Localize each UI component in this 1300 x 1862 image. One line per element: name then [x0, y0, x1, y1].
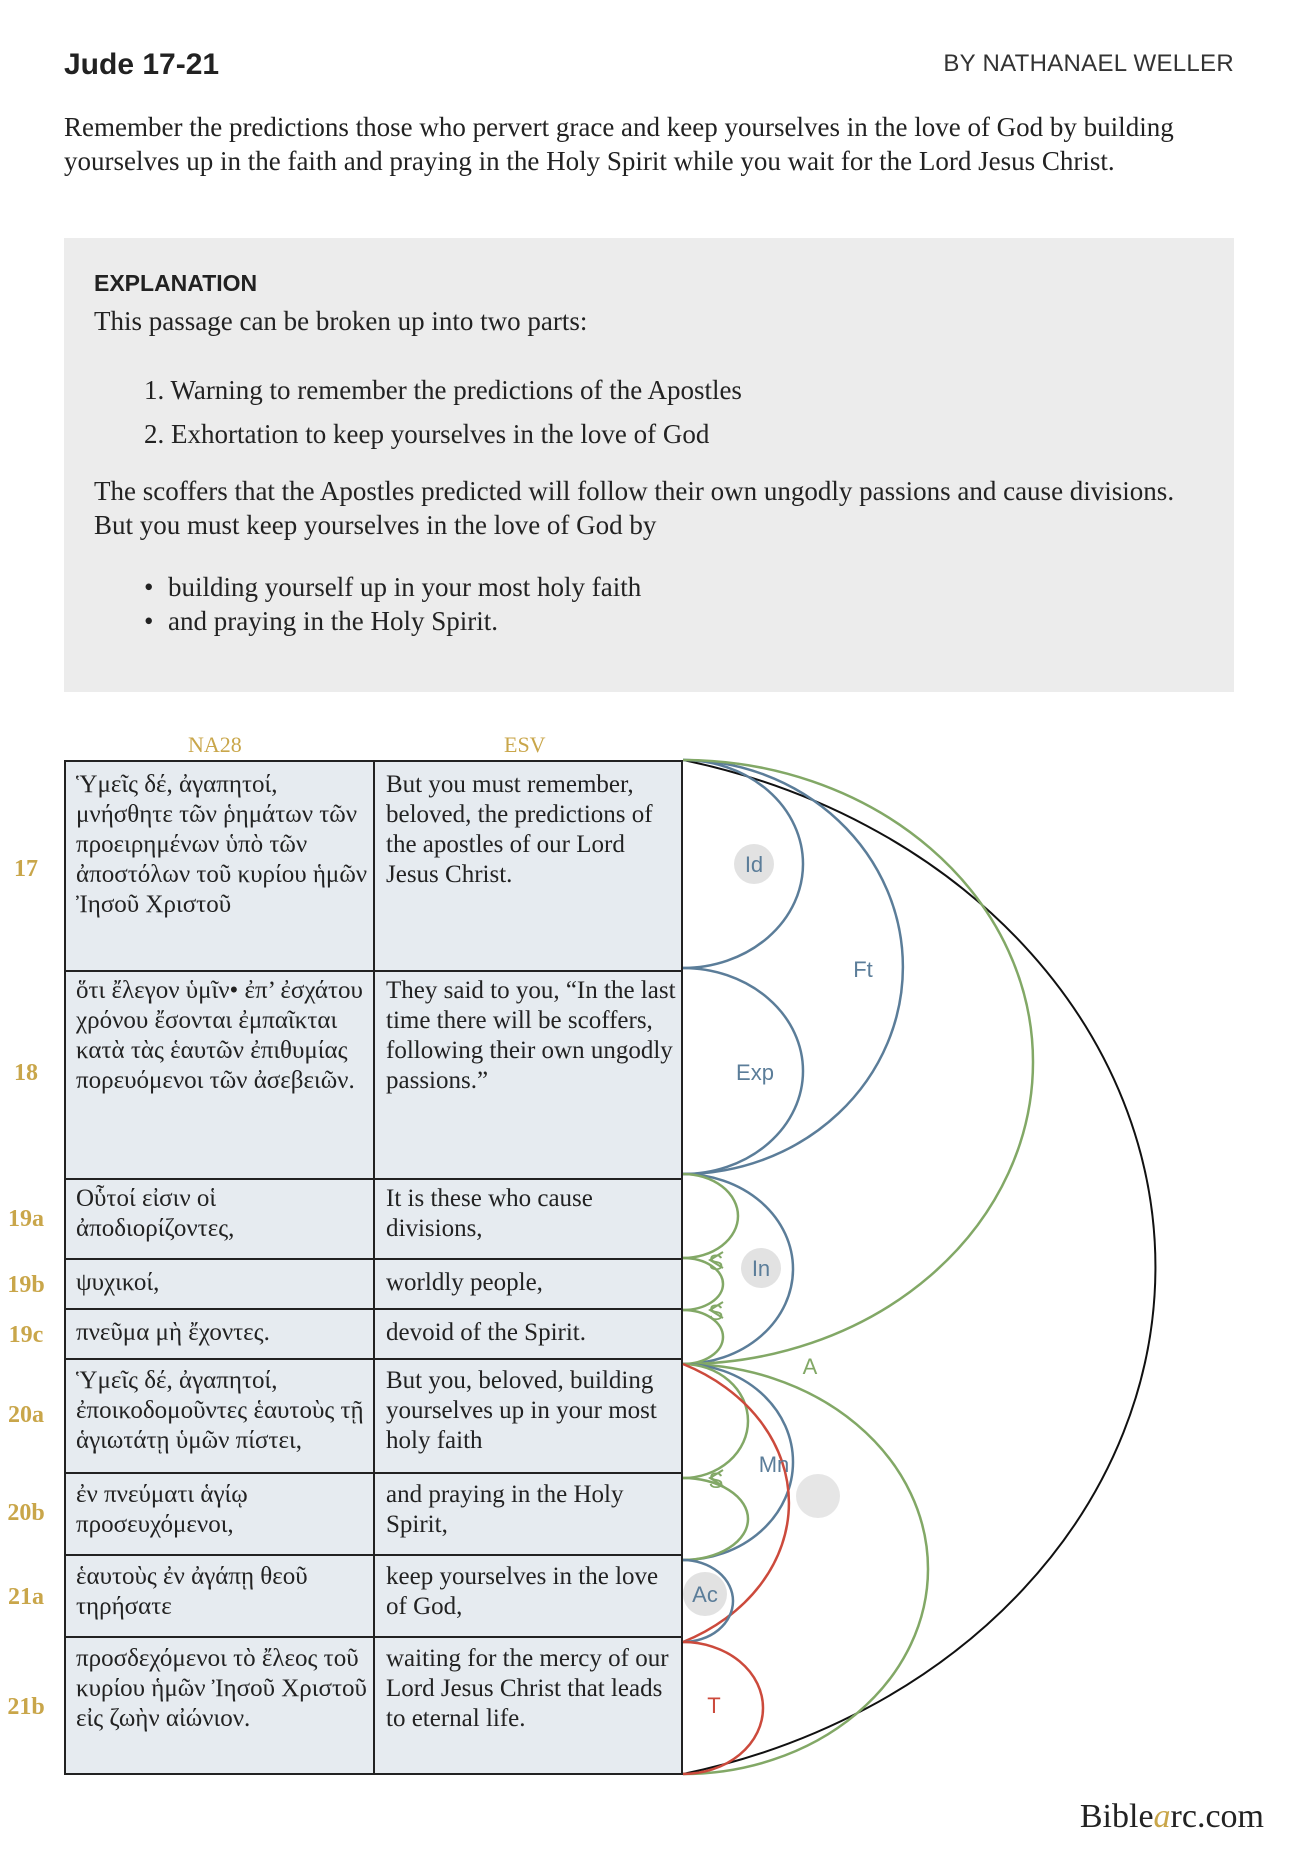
verse-label: 18: [14, 1060, 38, 1086]
english-cell: It is these who cause divisions,: [386, 1185, 593, 1242]
arc-label-a: A: [802, 1354, 818, 1379]
greek-cell: πνεῦμα μὴ ἔχοντες.: [76, 1319, 270, 1346]
arc-s1: [683, 1174, 738, 1258]
list-item: • building yourself up in your most holy faith: [144, 572, 642, 602]
english-cell: But you must remember, beloved, the predictions of the apostles of our Lord Jesus Christ.: [386, 771, 653, 888]
arc-label-id: Id: [744, 852, 764, 877]
bullet-icon: •: [144, 572, 154, 602]
greek-cell: προσδεχόμενοι τὸ ἔλεος τοῦ κυρίου ἡμῶν Ἰησοῦ Χριστοῦ εἰς ζωὴν αἰώνιον.: [76, 1645, 367, 1732]
arc-label-t: T: [707, 1693, 721, 1718]
arc-label-s: S: [708, 1300, 724, 1325]
arc-t: [683, 1642, 763, 1774]
greek-cell: ψυχικοί,: [76, 1269, 160, 1296]
arc-label-s: S: [708, 1250, 724, 1275]
explanation-intro: This passage can be broken up into two parts:: [94, 306, 588, 336]
english-cell: and praying in the Holy Spirit,: [386, 1481, 624, 1538]
greek-cell: Ὑμεῖς δέ, ἀγαπητοί, ἐποικοδομοῦντες ἑαυτοὺς τῇ ἁγιωτάτῃ ὑμῶν πίστει,: [76, 1367, 364, 1454]
greek-cell: Οὗτοί εἰσιν οἱ ἀποδιορίζοντες,: [76, 1185, 235, 1242]
verse-label: 20b: [7, 1500, 45, 1526]
greek-cell: ὅτι ἔλεγον ὑμῖν• ἐπ’ ἐσχάτου χρόνου ἔσονται ἐμπαῖκται κατὰ τὰς ἑαυτῶν ἐπιθυμίας πορευόμενοι τῶν ἀσεβειῶν.: [76, 977, 363, 1094]
verse-label: 19b: [7, 1272, 45, 1298]
english-cell: waiting for the mercy of our Lord Jesus Christ that leads to eternal life.: [386, 1645, 669, 1732]
greek-cell: Ὑμεῖς δέ, ἀγαπητοί, μνήσθητε τῶν ῥημάτων τῶν προειρημένων ὑπὸ τῶν ἀποστόλων τοῦ κυρίου ἡμῶν Ἰησοῦ Χριστοῦ: [76, 771, 368, 918]
greek-cell: ἑαυτοὺς ἐν ἀγάπῃ θεοῦ τηρήσατε: [76, 1563, 308, 1620]
bullet-icon: •: [144, 606, 154, 636]
arc-label-exp: Exp: [736, 1060, 774, 1085]
verse-label: 20a: [8, 1402, 44, 1428]
biblearc-logo: Biblearc.com: [1079, 1798, 1264, 1835]
list-item: • and praying in the Holy Spirit.: [144, 606, 498, 636]
english-cell: devoid of the Spirit.: [386, 1319, 586, 1346]
arc-label-s: S: [708, 1468, 724, 1493]
arc-label-mn: Mn: [758, 1452, 790, 1477]
english-cell: They said to you, “In the last time there will be scoffers, following their own ungodly passions.”: [386, 977, 676, 1094]
arc-label-ac: Ac: [692, 1582, 718, 1607]
english-cell: But you, beloved, building yourselves up in your most holy faith: [386, 1367, 657, 1454]
label-disc: [796, 1474, 840, 1518]
verse-label: 19a: [8, 1206, 44, 1232]
page-title: Jude 17-21: [64, 48, 220, 81]
verse-label: 19c: [8, 1322, 44, 1348]
list-item: 2. Exhortation to keep yourselves in the love of God: [144, 419, 710, 449]
passage-summary: Remember the predictions those who pervert grace and keep yourselves in the love of God by building yourselves up in the faith and praying in the Holy Spirit while you wait for the Lord Jesus Christ.: [64, 112, 1174, 176]
column-header-english: ESV: [504, 732, 546, 757]
verse-label: 21a: [8, 1584, 44, 1610]
english-cell: worldly people,: [386, 1269, 543, 1296]
verse-label: 21b: [7, 1694, 45, 1720]
column-header-greek: NA28: [188, 732, 242, 757]
english-cell: keep yourselves in the love of God,: [386, 1563, 659, 1620]
explanation-body: The scoffers that the Apostles predicted will follow their own ungodly passions and cause divisions. But you must keep yourselves in the love of God by: [94, 476, 1175, 540]
list-item: 1. Warning to remember the predictions of the Apostles: [144, 375, 742, 405]
arc-label-in: In: [751, 1256, 771, 1281]
author-byline: BY NATHANAEL WELLER: [943, 50, 1234, 77]
greek-cell: ἐν πνεύματι ἁγίῳ προσευχόμενοι,: [76, 1481, 248, 1538]
verse-label: 17: [14, 856, 38, 882]
arc-label-ft: Ft: [853, 957, 873, 982]
explanation-heading: EXPLANATION: [94, 270, 258, 296]
